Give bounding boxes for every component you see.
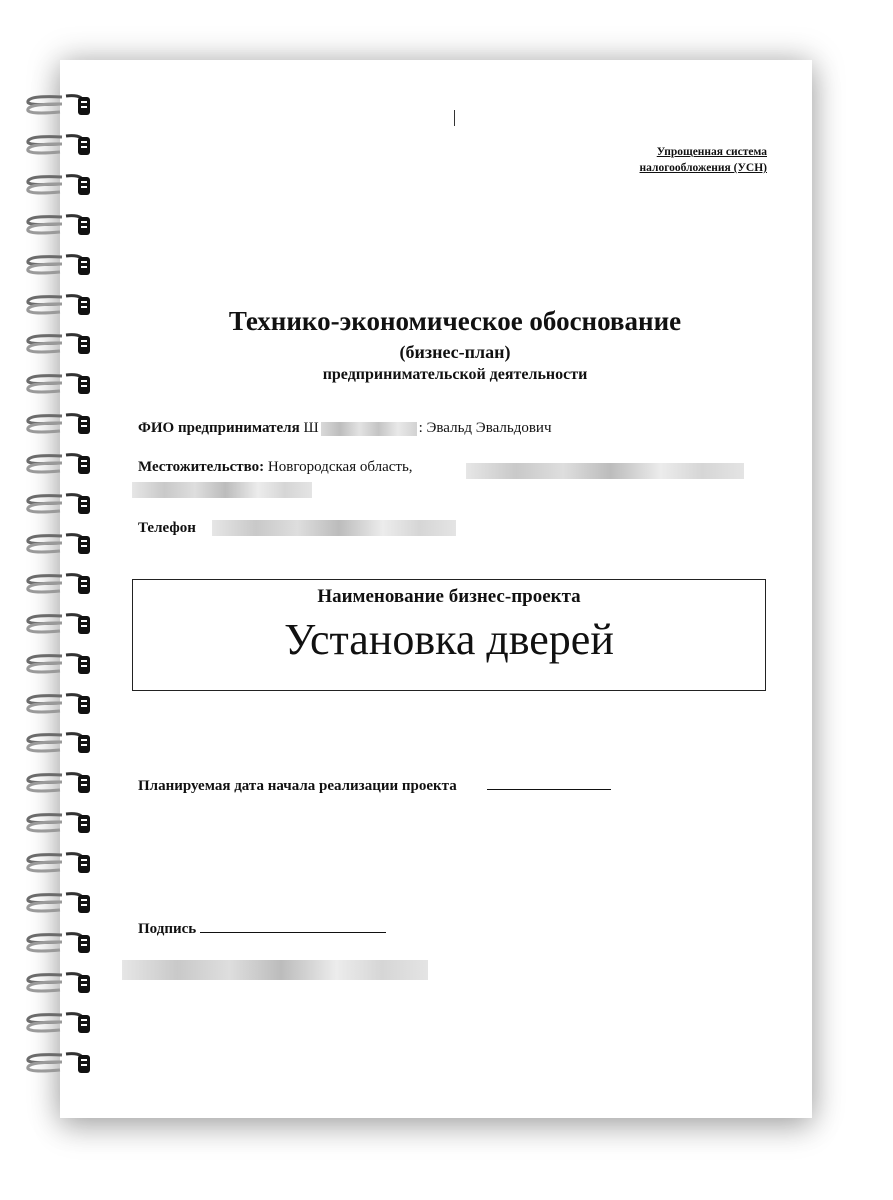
redacted-address-2 [132, 482, 312, 498]
fio-value-start: Ш [303, 420, 319, 436]
project-name-value: Установка дверей [284, 615, 614, 664]
binding-ring [22, 411, 98, 437]
binding-ring [22, 92, 98, 118]
binding-ring [22, 252, 98, 278]
binding-ring [22, 611, 98, 637]
binding-ring [22, 491, 98, 517]
plan-start-date-label: Планируемая дата начала реализации проекта [138, 778, 457, 794]
residence-value: Новгородская область, [267, 459, 413, 475]
binding-ring [22, 1050, 98, 1076]
document-subtitle: (бизнес-план) [399, 342, 511, 362]
binding-ring [22, 331, 98, 357]
plan-start-date-blank [487, 775, 611, 790]
binding-ring [22, 132, 98, 158]
plan-start-date [138, 775, 611, 795]
redacted-signature-name [122, 960, 428, 980]
residence-label: Местожительство: [138, 459, 265, 475]
binding-ring [22, 172, 98, 198]
residence-field [138, 459, 413, 476]
signature-label: Подпись [138, 921, 197, 937]
document-title: Технико-экономическое обоснование [228, 306, 682, 336]
binding-ring [22, 810, 98, 836]
binding-ring [22, 770, 98, 796]
binding-ring [22, 730, 98, 756]
binding-ring [22, 531, 98, 557]
binding-ring [22, 691, 98, 717]
document-subtitle-2: предпринимательской деятельности [322, 366, 588, 383]
binding-ring [22, 890, 98, 916]
redacted-address-1 [466, 463, 744, 479]
phone-field [138, 520, 196, 537]
binding-ring [22, 571, 98, 597]
fio-field [138, 420, 551, 437]
signature-blank [200, 918, 386, 933]
binding-ring [22, 1010, 98, 1036]
tax-system-note [640, 144, 767, 176]
binding-ring [22, 651, 98, 677]
redacted-surname [321, 422, 417, 436]
binding-ring [22, 451, 98, 477]
signature-field [138, 918, 386, 938]
tax-system-line1: Упрощенная система [656, 146, 767, 158]
binding-ring [22, 292, 98, 318]
fio-label: ФИО предпринимателя [138, 420, 300, 436]
project-name-label: Наименование бизнес-проекта [317, 586, 581, 607]
redacted-phone [212, 520, 456, 536]
binding-ring [22, 371, 98, 397]
binding-ring [22, 212, 98, 238]
binding-ring [22, 970, 98, 996]
text-cursor-mark [454, 110, 455, 126]
spiral-binding [22, 92, 102, 1092]
fio-value-end: : Эвальд Эвальдович [418, 420, 552, 436]
binding-ring [22, 930, 98, 956]
phone-label: Телефон [138, 520, 196, 536]
project-name-box [132, 579, 766, 691]
tax-system-line2: налогообложения (УСН) [639, 162, 767, 174]
binding-ring [22, 850, 98, 876]
